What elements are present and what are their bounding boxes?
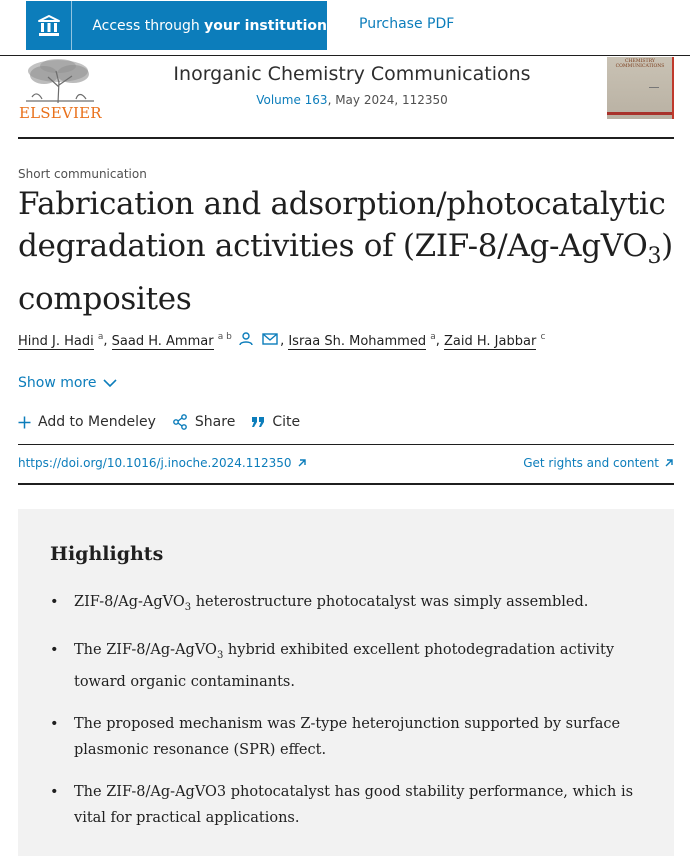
highlight-item: • ZIF-8/Ag-AgVO$_3$ heterostructure photocatalyst was simply assembled. (50, 589, 650, 621)
chevron-down-icon (103, 379, 117, 388)
header-divider (18, 137, 674, 139)
journal-header (0, 57, 690, 137)
volume-link[interactable]: Volume 163 (256, 93, 328, 107)
author-link[interactable]: Saad H. Ammar (111, 333, 214, 349)
cover-decoration (649, 87, 659, 95)
publisher-name: ELSEVIER (19, 104, 102, 122)
highlights-list (50, 589, 650, 847)
journal-volume: Volume 163, May 2024, 112350 (256, 93, 448, 107)
share-button[interactable]: Share (172, 414, 235, 430)
external-link-icon (664, 458, 674, 468)
quote-icon (251, 416, 265, 428)
article-title: Fabrication and adsorption/photocatalytic degradation activities of (ZIF-8/Ag-AgVO$_3$) composites (18, 186, 673, 318)
highlight-item: • The proposed mechanism was Z-type heterojunction supported by surface plasmonic resonance (SPR) effect. (50, 711, 650, 763)
share-icon (172, 414, 188, 430)
author-link[interactable]: Israa Sh. Mohammed (288, 333, 427, 349)
highlights-title: Highlights (50, 543, 164, 565)
show-more-button[interactable]: Show more (18, 375, 117, 391)
email-icon[interactable] (262, 333, 278, 349)
access-label: Access through your institution (92, 17, 327, 34)
article-type: Short communication (18, 167, 147, 181)
person-icon[interactable] (238, 332, 254, 350)
highlights-section (18, 509, 674, 856)
purchase-pdf-link[interactable]: Purchase PDF (359, 16, 455, 32)
add-to-mendeley-button[interactable]: Add to Mendeley (18, 414, 156, 430)
highlight-item: • The ZIF-8/Ag-AgVO$_3$ hybrid exhibited excellent photodegradation activity toward organic contaminants. (50, 637, 650, 695)
external-link-icon (297, 458, 307, 468)
get-rights-link[interactable]: Get rights and content (523, 456, 674, 470)
cite-button[interactable]: Cite (251, 414, 300, 430)
article-actions (18, 414, 300, 430)
doi-bar (18, 444, 674, 485)
institution-icon (26, 1, 72, 50)
author-link[interactable]: Hind J. Hadi (18, 333, 94, 349)
cover-title: CHEMISTRY COMMUNICATIONS (615, 59, 665, 69)
highlight-item: • The ZIF-8/Ag-AgVO3 photocatalyst has good stability performance, which is vital for practical applications. (50, 779, 650, 831)
doi-link[interactable]: https://doi.org/10.1016/j.inoche.2024.112350 (18, 456, 307, 470)
journal-title[interactable]: Inorganic Chemistry Communications (173, 63, 531, 85)
plus-icon (18, 416, 31, 429)
access-institution-button[interactable] (26, 1, 327, 50)
cover-stripe (607, 112, 672, 115)
top-bar (0, 0, 690, 56)
author-link[interactable]: Zaid H. Jabbar (444, 333, 537, 349)
journal-cover-image[interactable] (607, 57, 674, 119)
author-list: Hind J. Hadi $^a$, Saad H. Ammar $^{a b}$ , Israa Sh. Mohammed $^a$, Zaid H. Jabbar $^c$ (18, 332, 546, 349)
